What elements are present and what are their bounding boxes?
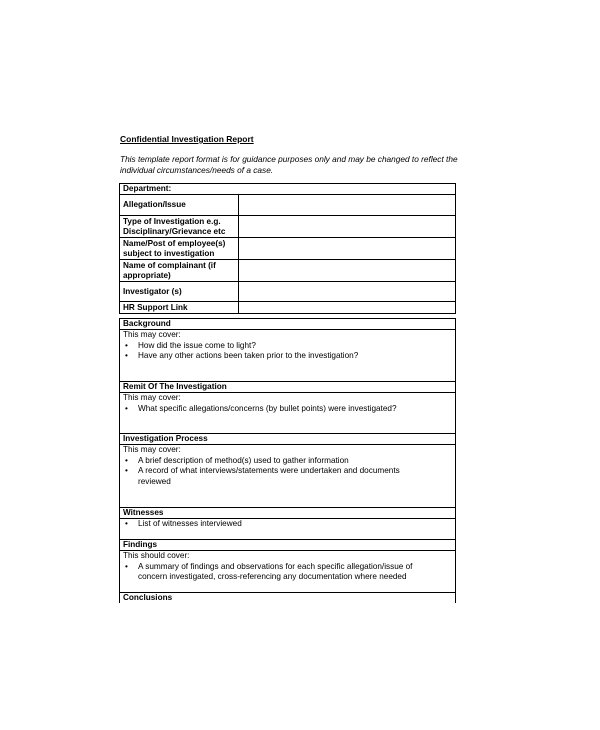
list-item: • What specific allegations/concerns (by bullet points) were investigated? <box>123 404 452 415</box>
employee-label: Name/Post of employee(s) subject to investigation <box>120 238 239 260</box>
list-item: • A summary of findings and observations for each specific allegation/issue of concern investigated, cross-referencing any documentation where needed <box>123 562 452 583</box>
complainant-label: Name of complainant (if appropriate) <box>120 260 239 282</box>
background-intro: This may cover: <box>123 330 181 339</box>
findings-list <box>123 562 452 583</box>
allegation-value[interactable] <box>239 195 456 216</box>
hr-support-label: HR Support Link <box>120 302 239 314</box>
table-row <box>120 260 456 282</box>
conclusions-heading: Conclusions <box>120 593 456 604</box>
background-body[interactable] <box>120 330 456 382</box>
list-item: • Have any other actions been taken prior to the investigation? <box>123 351 452 362</box>
allegation-label: Allegation/Issue <box>120 195 239 216</box>
list-item: • How did the issue come to light? <box>123 341 452 352</box>
remit-intro: This may cover: <box>123 393 181 402</box>
hr-support-value[interactable] <box>239 302 456 314</box>
witnesses-heading: Witnesses <box>120 508 456 519</box>
witnesses-body[interactable] <box>120 519 456 540</box>
remit-heading: Remit Of The Investigation <box>120 382 456 393</box>
process-list <box>123 456 452 488</box>
table-row <box>120 238 456 260</box>
remit-body[interactable] <box>120 393 456 434</box>
remit-list <box>123 404 452 415</box>
table-row <box>120 282 456 302</box>
intro-text: This template report format is for guidance purposes only and may be changed to reflect the individual circumstances/needs of a case. <box>120 154 458 175</box>
process-intro: This may cover: <box>123 445 181 454</box>
investigation-type-label: Type of Investigation e.g. Disciplinary/Grievance etc <box>120 216 239 238</box>
background-list <box>123 341 452 362</box>
details-table <box>119 183 456 314</box>
table-row <box>120 216 456 238</box>
background-heading: Background <box>120 319 456 330</box>
findings-body[interactable] <box>120 551 456 593</box>
process-body[interactable] <box>120 445 456 508</box>
witnesses-list <box>123 519 452 530</box>
investigator-label: Investigator (s) <box>120 282 239 302</box>
table-row <box>120 302 456 314</box>
department-header: Department: <box>120 184 456 195</box>
investigation-type-value[interactable] <box>239 216 456 238</box>
findings-heading: Findings <box>120 540 456 551</box>
investigator-value[interactable] <box>239 282 456 302</box>
table-row <box>120 195 456 216</box>
list-item: • A record of what interviews/statements were undertaken and documents reviewed <box>123 466 452 487</box>
list-item: • List of witnesses interviewed <box>123 519 452 530</box>
process-heading: Investigation Process <box>120 434 456 445</box>
complainant-value[interactable] <box>239 260 456 282</box>
findings-intro: This should cover: <box>123 551 190 560</box>
report-title: Confidential Investigation Report <box>120 134 254 144</box>
list-item: • A brief description of method(s) used to gather information <box>123 456 452 467</box>
sections-table <box>119 318 456 603</box>
employee-value[interactable] <box>239 238 456 260</box>
